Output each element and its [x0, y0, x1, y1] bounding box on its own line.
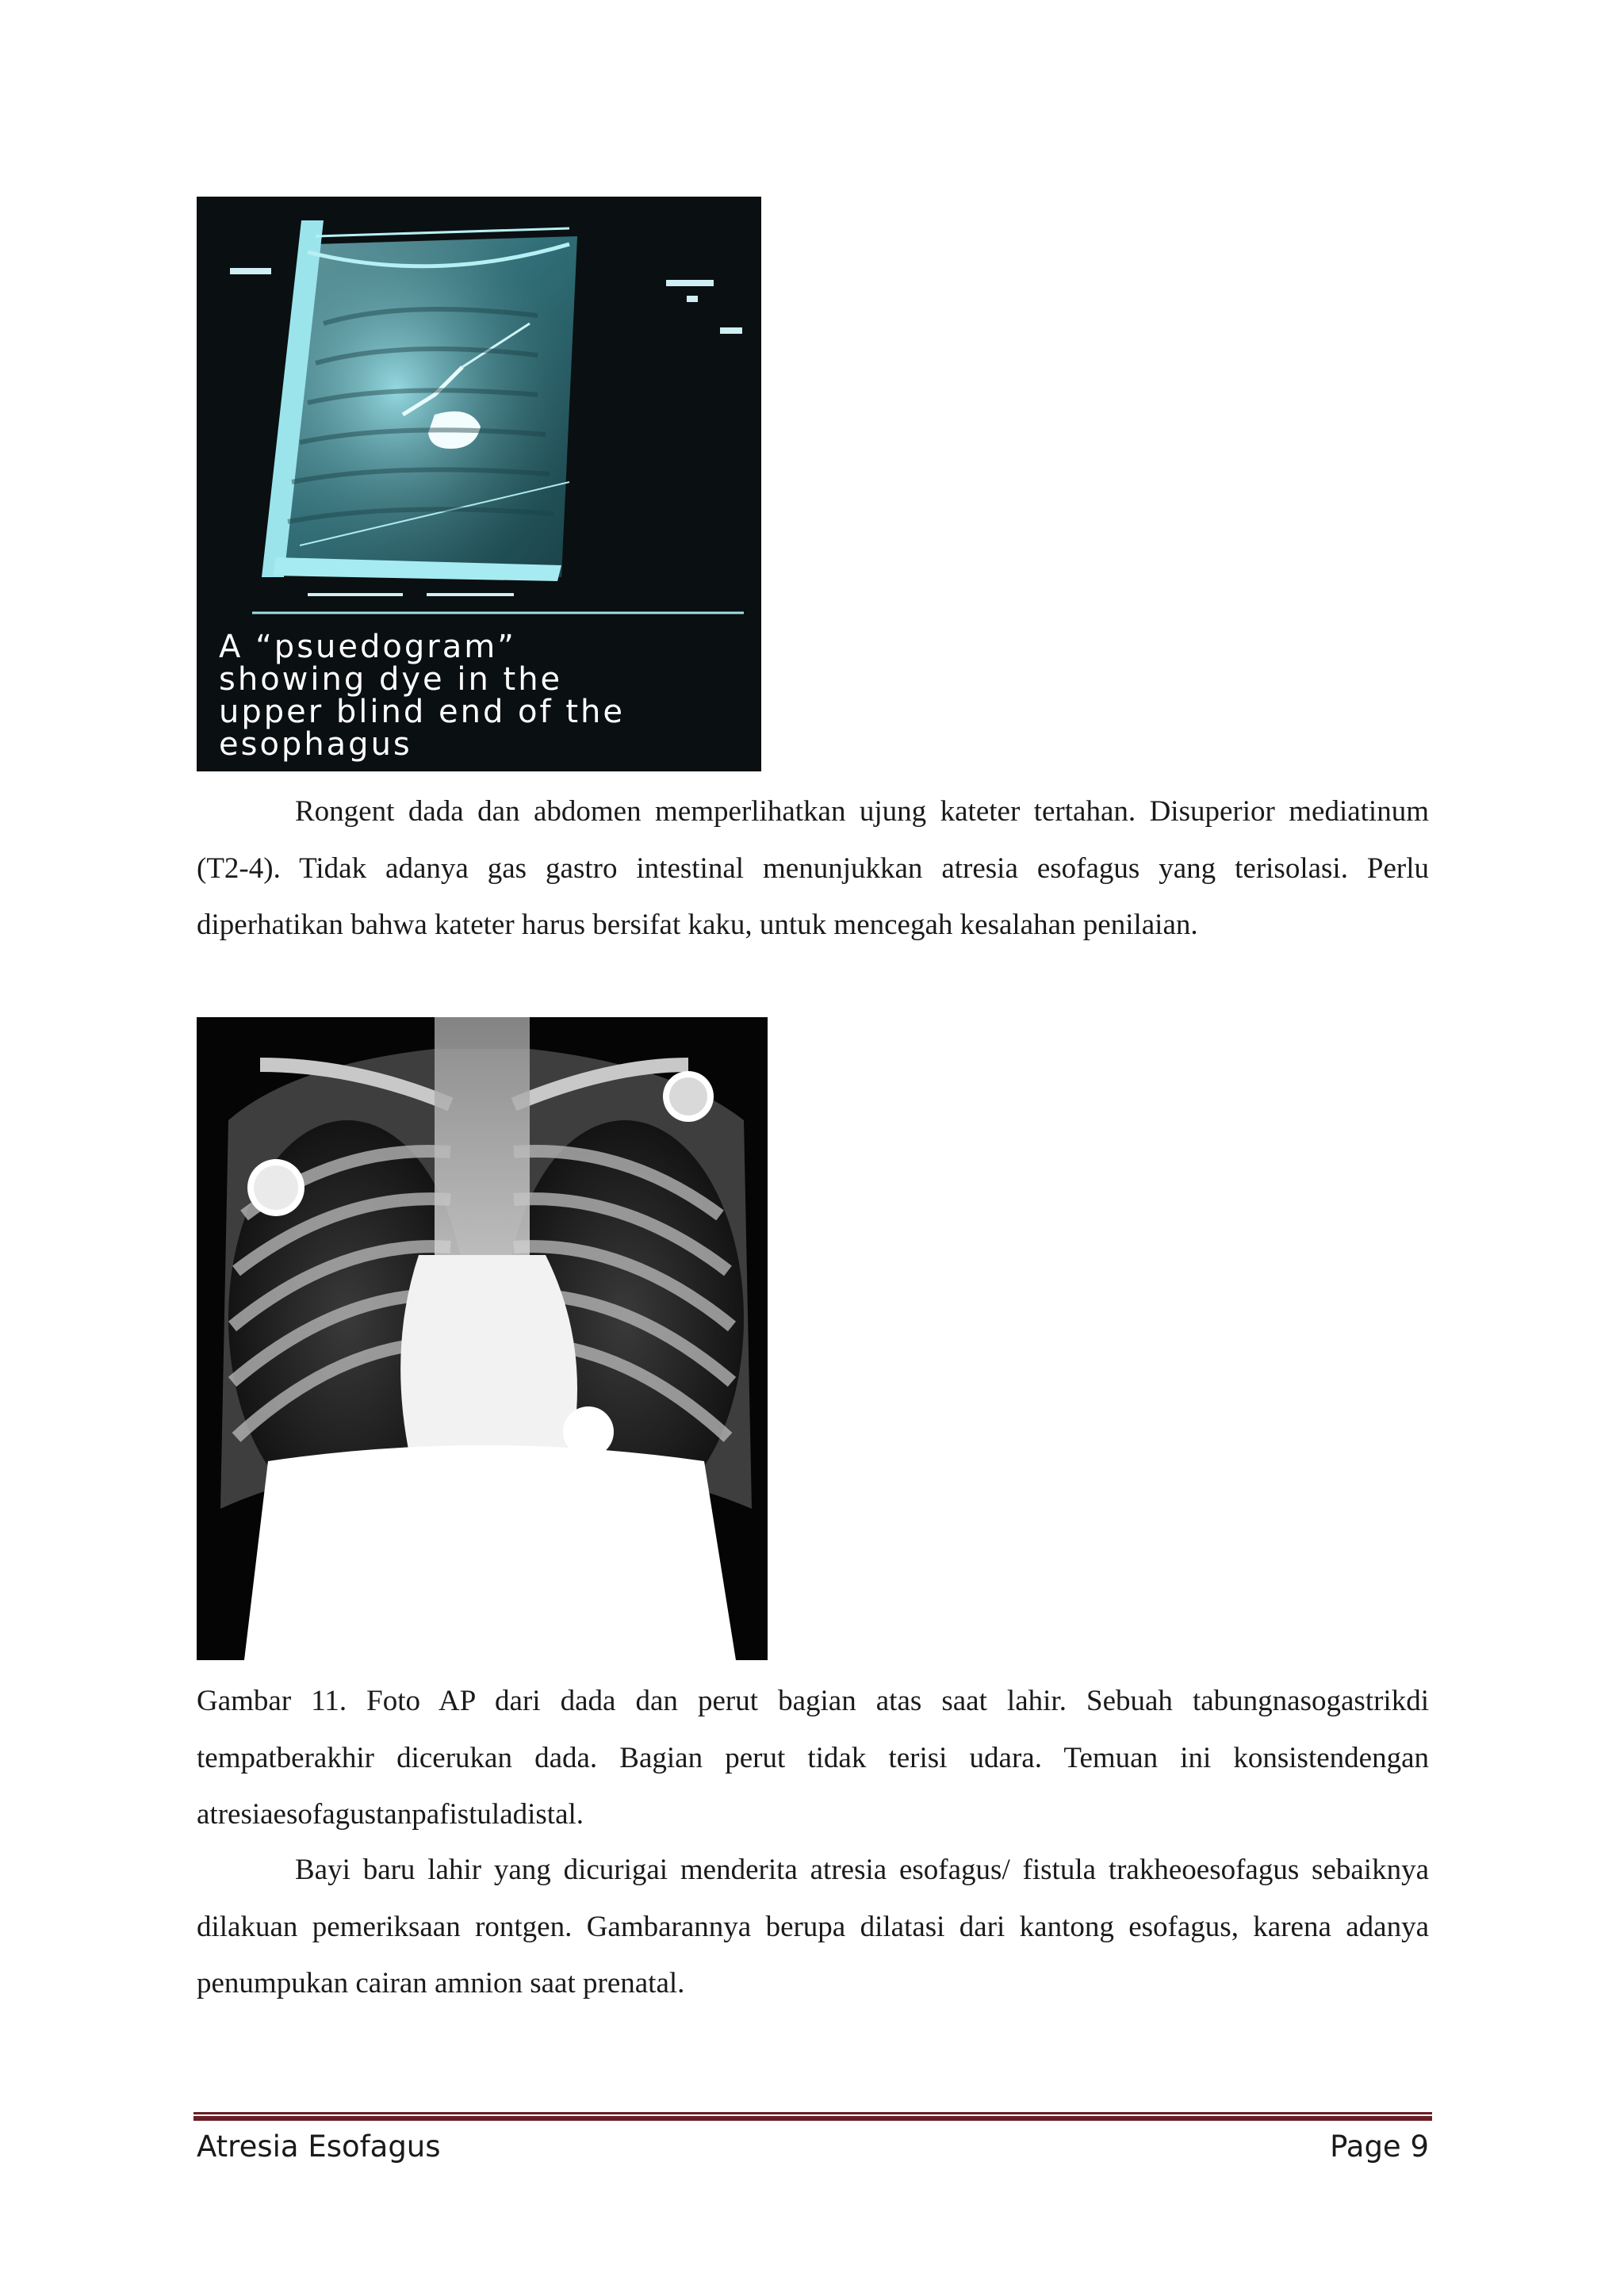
- figure-caption-gambar-11: Gambar 11. Foto AP dari dada dan perut bagian atas saat lahir. Sebuah tabungnasogastrikdi tempatberakhir dicerukan dada. Bagian perut tidak terisi udara. Temuan ini konsistendengan atresiaesofagustanpafistuladistal.: [197, 1685, 1429, 1831]
- paragraph-bayi-text: Bayi baru lahir yang dicurigai menderita atresia esofagus/ fistula trakheoesofagus sebaiknya dilakuan pemeriksaan rontgen. Gambarannya berupa dilatasi dari kantong esofagus, karena adanya penumpukan cairan amnion saat prenatal.: [197, 1854, 1429, 1999]
- footer-title: Atresia Esofagus: [197, 2130, 441, 2164]
- paragraph-bayi: [197, 1842, 1429, 2012]
- chest-xray-image: [197, 1017, 768, 1660]
- footer-rule-thin: [193, 2112, 1432, 2114]
- footer-rule: [193, 2112, 1432, 2122]
- paragraph-rongent-text: Rongent dada dan abdomen memperlihatkan ujung kateter tertahan. Disuperior mediatinum (T2-4). Tidak adanya gas gastro intestinal menunjukkan atresia esofagus yang terisolasi. Perlu diperhatikan bahwa kateter harus bersifat kaku, untuk mencegah kesalahan penilaian.: [197, 795, 1429, 941]
- page-number: Page 9: [1330, 2130, 1429, 2164]
- pseudogram-xray-image: [197, 197, 761, 771]
- footer-rule-thick: [193, 2116, 1432, 2121]
- pseudogram-caption: A “psuedogram” showing dye in the upper blind end of the esophagus: [219, 629, 625, 763]
- paragraph-rongent: [197, 783, 1429, 954]
- chest-xray-graphic: [197, 1017, 768, 1660]
